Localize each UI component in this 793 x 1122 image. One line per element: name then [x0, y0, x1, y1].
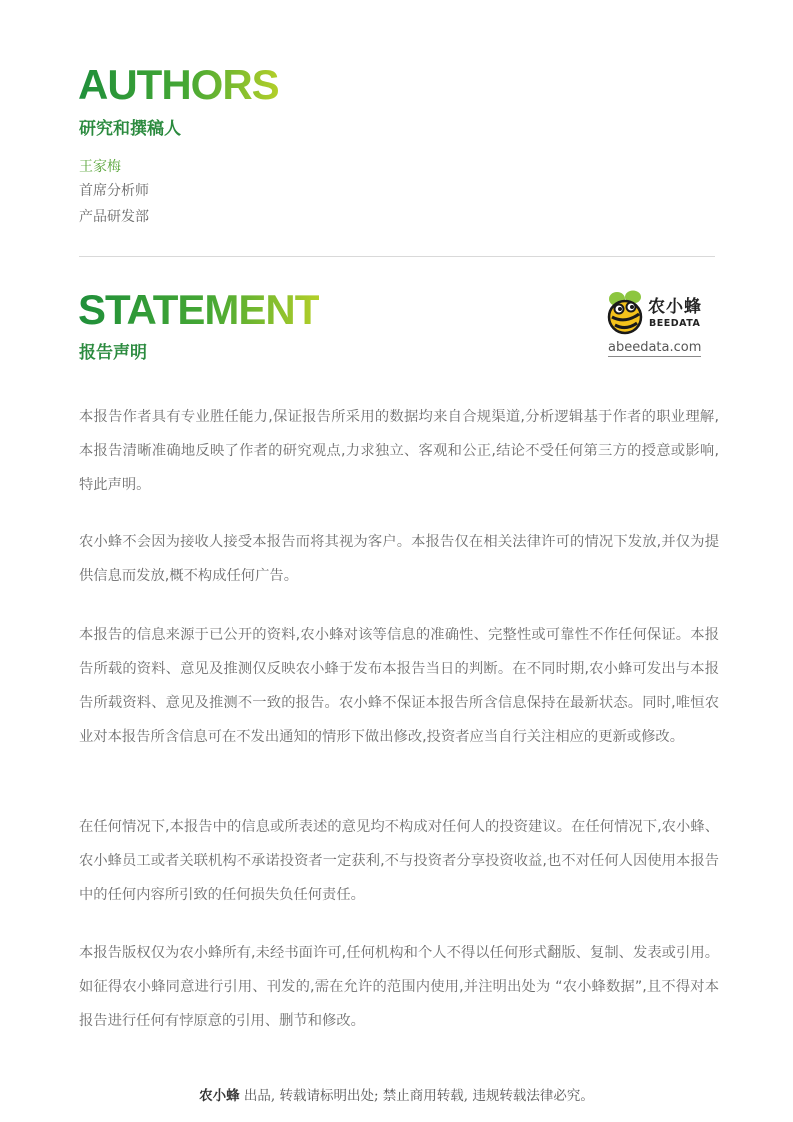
footer-brand: 农小蜂 — [199, 1088, 240, 1104]
author-role: 首席分析师 — [79, 183, 149, 199]
website-link[interactable]: abeedata.com — [608, 340, 702, 355]
bee-icon — [606, 290, 646, 336]
authors-heading: AUTHORS — [78, 61, 279, 108]
brand-logo — [606, 290, 716, 360]
section-divider — [79, 256, 715, 257]
authors-subheading: 研究和撰稿人 — [79, 119, 181, 139]
author-name: 王家梅 — [79, 159, 121, 175]
logo-english-name: BEEDATA — [649, 318, 701, 329]
author-department: 产品研发部 — [79, 209, 149, 225]
statement-paragraph-4: 在任何情况下,本报告中的信息或所表述的意见均不构成对任何人的投资建议。在任何情况下,农小蜂、农小蜂员工或者关联机构不承诺投资者一定获利,不与投资者分享投资收益,也不对任何人因使用本报告中的任何内容所引致的任何损失负任何责任。 — [79, 819, 719, 903]
statement-paragraph-1: 本报告作者具有专业胜任能力,保证报告所采用的数据均来自合规渠道,分析逻辑基于作者的职业理解,本报告清晰准确地反映了作者的研究观点,力求独立、客观和公正,结论不受任何第三方的授意或影响,特此声明。 — [79, 409, 719, 493]
statement-paragraph-2: 农小蜂不会因为接收人接受本报告而将其视为客户。本报告仅在相关法律许可的情况下发放,并仅为提供信息而发放,概不构成任何广告。 — [79, 534, 719, 584]
statement-paragraph-5: 本报告版权仅为农小蜂所有,未经书面许可,任何机构和个人不得以任何形式翻版、复制、发表或引用。如征得农小蜂同意进行引用、刊发的,需在允许的范围内使用,并注明出处为 “农小蜂数据”,且不得对本报告进行任何有悖原意的引用、删节和修改。 — [79, 945, 719, 1029]
statement-subheading: 报告声明 — [79, 343, 147, 363]
statement-paragraph-3: 本报告的信息来源于已公开的资料,农小蜂对该等信息的准确性、完整性或可靠性不作任何保证。本报告所载的资料、意见及推测仅反映农小蜂于发布本报告当日的判断。在不同时期,农小蜂可发出与本报告所载资料、意见及推测不一致的报告。农小蜂不保证本报告所含信息保持在最新状态。同时,唯恒农业对本报告所含信息可在不发出通知的情形下做出修改,投资者应当自行关注相应的更新或修改。 — [79, 627, 719, 745]
logo-name: 农小蜂 — [648, 297, 702, 317]
footer-text: 出品, 转载请标明出处; 禁止商用转载, 违规转载法律必究。 — [243, 1088, 594, 1104]
footer-note — [0, 1084, 793, 1104]
statement-heading: STATEMENT — [78, 286, 320, 333]
